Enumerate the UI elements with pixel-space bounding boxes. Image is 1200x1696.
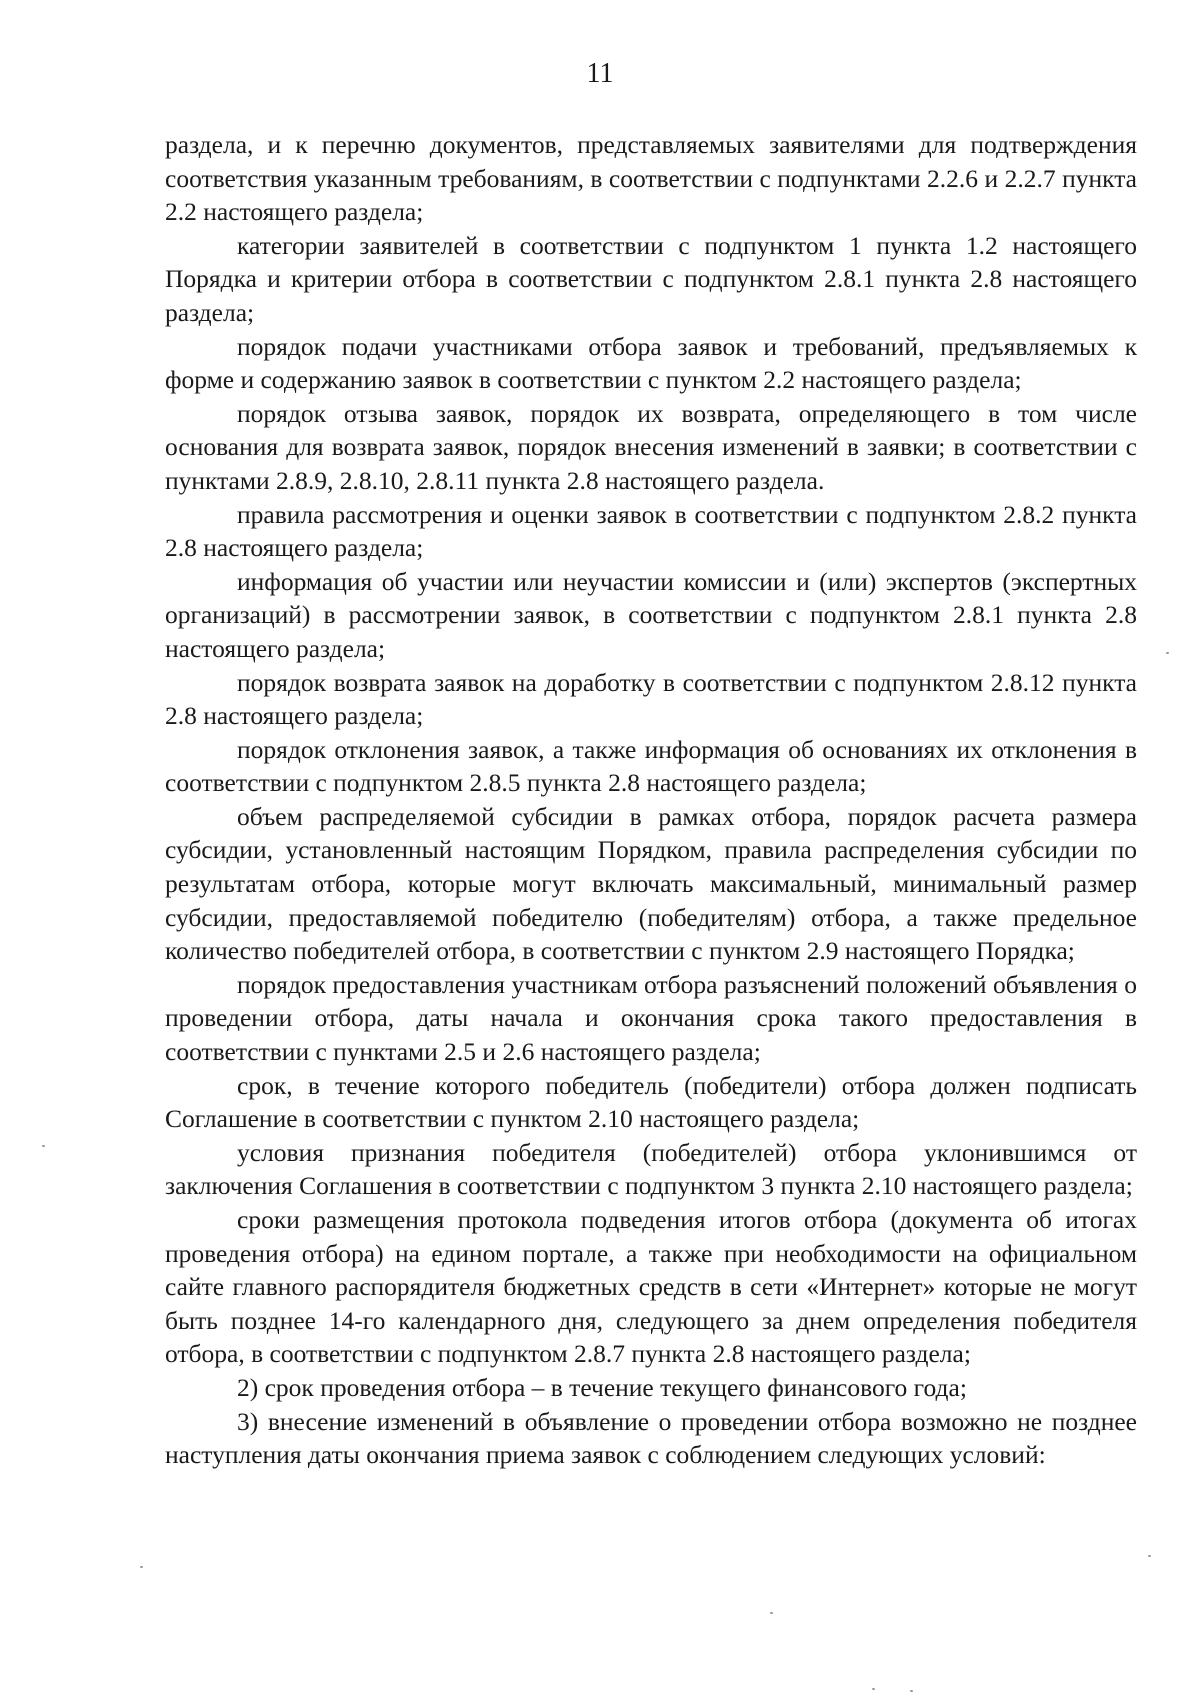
paragraph-evaluation-rules: правила рассмотрения и оценки заявок в соответствии с подпунктом 2.8.2 пункта 2.8 настоящего раздела; [165,499,1137,563]
scan-speck [770,1612,773,1614]
paragraph-return-for-revision: порядок возврата заявок на доработку в соответствии с подпунктом 2.8.12 пункта 2.8 настоящего раздела; [165,667,1137,731]
scan-speck [910,1690,913,1692]
paragraph-continuation: раздела, и к перечню документов, представляемых заявителями для подтверждения соответствия указанным требованиям, в соответствии с подпунктами 2.2.6 и 2.2.7 пункта 2.2 настоящего раздела; [165,130,1137,227]
scan-speck [872,1688,875,1690]
scan-speck [1166,652,1169,654]
paragraph-rejection-procedure: порядок отклонения заявок, а также информация об основаниях их отклонения в соответствии с подпунктом 2.8.5 пункта 2.8 настоящего раздела; [165,734,1137,798]
paragraph-subsidy-volume: объем распределяемой субсидии в рамках отбора, порядок расчета размера субсидии, установленный настоящим Порядком, правила распределения субсидии по результатам отбора, которые могут включать максимальный, минимальный размер субсидии, предоставляемой победителю (победителям) отбора, а также предельное количество победителей отбора, в соответствии с пунктом 2.9 настоящего Порядка; [165,801,1137,966]
paragraph-protocol-publication: сроки размещения протокола подведения итогов отбора (документа об итогах проведения отбора) на едином портале, а также при необходимости на официальном сайте главного распорядителя бюджетных средств в сети «Интернет» которые не могут быть позднее 14-го календарного дня, следующего за днем определения победителя отбора, в соответствии с подпунктом 2.8.7 пункта 2.8 настоящего раздела; [165,1205,1137,1369]
paragraph-agreement-deadline: срок, в течение которого победитель (победители) отбора должен подписать Соглашение в соответствии с пунктом 2.10 настоящего раздела; [165,1070,1137,1134]
paragraph-evasion-conditions: условия признания победителя (победителей) отбора уклонившимся от заключения Соглашения в соответствии с подпунктом 3 пункта 2.10 настоящего раздела; [165,1137,1137,1201]
scan-speck [1148,1555,1151,1557]
paragraph-submission-procedure: порядок подачи участниками отбора заявок и требований, предъявляемых к форме и содержанию заявок в соответствии с пунктом 2.2 настоящего раздела; [165,331,1137,395]
page-number: 11 [586,58,614,89]
paragraph-selection-period: 2) срок проведения отбора – в течение текущего финансового года; [237,1372,967,1402]
paragraph-announcement-changes: 3) внесение изменений в объявление о проведении отбора возможно не позднее наступления даты окончания приема заявок с соблюдением следующих условий: [165,1406,1137,1470]
scan-speck [42,1145,45,1147]
paragraph-withdrawal-procedure: порядок отзыва заявок, порядок их возврата, определяющего в том числе основания для возврата заявок, порядок внесения изменений в заявки; в соответствии с пунктами 2.8.9, 2.8.10, 2.8.11 пункта 2.8 настоящего раздела. [165,398,1137,495]
scan-speck [140,1566,143,1568]
paragraph-clarifications: порядок предоставления участникам отбора разъяснений положений объявления о проведении отбора, даты начала и окончания срока такого предоставления в соответствии с пунктами 2.5 и 2.6 настоящего раздела; [165,969,1137,1067]
paragraph-applicant-categories: категории заявителей в соответствии с подпунктом 1 пункта 1.2 настоящего Порядка и критерии отбора в соответствии с подпунктом 2.8.1 пункта 2.8 настоящего раздела; [165,230,1137,327]
paragraph-commission-participation: информация об участии или неучастии комиссии и (или) экспертов (экспертных организаций) в рассмотрении заявок, в соответствии с подпунктом 2.8.1 пункта 2.8 настоящего раздела; [165,566,1137,663]
document-body [165,128,1137,1472]
